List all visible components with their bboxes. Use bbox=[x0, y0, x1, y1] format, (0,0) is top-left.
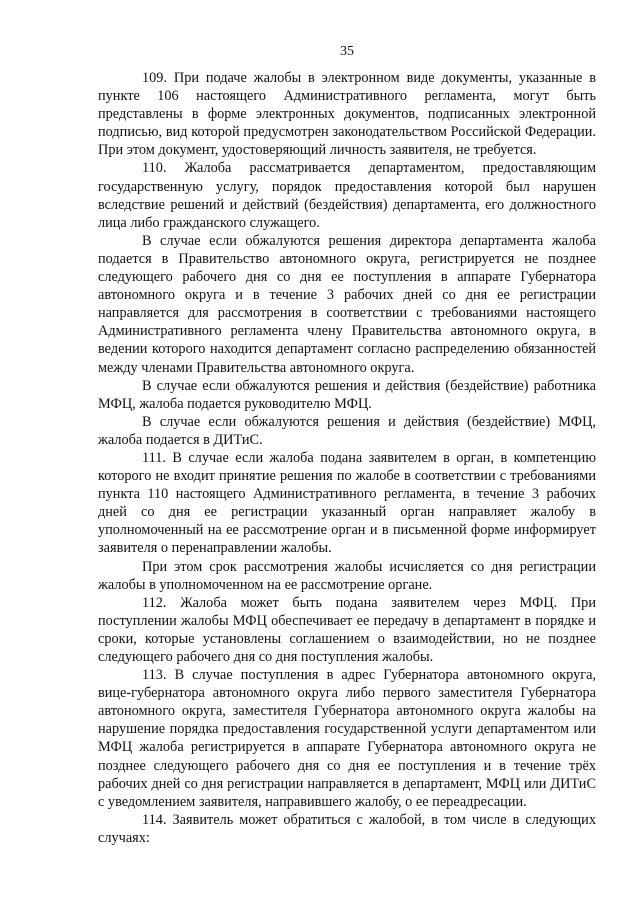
paragraph-109: 109. При подаче жалобы в электронном виде документы, указанные в пункте 106 настоящего Административного регламента, могут быть представлены в форме электронных документов, подписанных электронной подписью, вид которой предусмотрен законодательством Российской Федерации. При этом документ, удостоверяющий личность заявителя, не требуется. bbox=[98, 70, 596, 159]
paragraph-113: 113. В случае поступления в адрес Губернатора автономного округа, вице-губернатора автономного округа либо первого заместителя Губернатора автономного округа, заместителя Губернатора автономного округа жалобы на нарушение порядка предоставления государственной услуги департаментом или МФЦ жалоба регистрируется в аппарате Губернатора автономного округа не позднее следующего рабочего дня со дня ее поступления и в течение трёх рабочих дней со дня регистрации направляется в департамент, МФЦ или ДИТиС с уведомлением заявителя, направившего жалобу, о ее переадресации. bbox=[98, 667, 596, 810]
paragraph-110: 110. Жалоба рассматривается департаментом, предоставляющим государственную услугу, порядок предоставления которой был нарушен вследствие решений и действий (бездействия) департамента, его должностного лица либо гражданского служащего. bbox=[98, 160, 596, 231]
paragraph-111-term: При этом срок рассмотрения жалобы исчисляется со дня регистрации жалобы в уполномоченном на ее рассмотрение органе. bbox=[98, 558, 596, 593]
paragraph-110-mfc: В случае если обжалуются решения и действия (бездействие) МФЦ, жалоба подается в ДИТиС. bbox=[98, 413, 596, 448]
paragraph-111: 111. В случае если жалоба подана заявителем в орган, в компетенцию которого не входит принятие решения по жалобе в соответствии с требованиями пункта 110 настоящего Административного регламента, в течение 3 рабочих дней со дня ее регистрации указанный орган направляет жалобу в уполномоченный на ее рассмотрение орган и в письменной форме информирует заявителя о перенаправлении жалобы. bbox=[98, 449, 596, 557]
paragraph-110-mfc-employee: В случае если обжалуются решения и действия (бездействие) работника МФЦ, жалоба подается руководителю МФЦ. bbox=[98, 377, 596, 412]
page-number: 35 bbox=[340, 44, 354, 59]
paragraph-114: 114. Заявитель может обратиться с жалобой, в том числе в следующих случаях: bbox=[98, 811, 596, 846]
paragraph-110-director-complaint: В случае если обжалуются решения директора департамента жалоба подается в Правительство автономного округа, регистрируется не позднее следующего рабочего дня со дня ее поступления в аппарате Губернатора автономного округа и в течение 3 рабочих дней со дня ее регистрации направляется для рассмотрения в соответствии с требованиями настоящего Административного регламента члену Правительства автономного округа, в ведении которого находится департамент согласно распределению обязанностей между членами Правительства автономного округа. bbox=[98, 232, 596, 376]
paragraph-112: 112. Жалоба может быть подана заявителем через МФЦ. При поступлении жалобы МФЦ обеспечивает ее передачу в департамент в порядке и сроки, которые установлены соглашением о взаимодействии, но не позднее следующего рабочего дня со дня поступления жалобы. bbox=[98, 594, 596, 665]
